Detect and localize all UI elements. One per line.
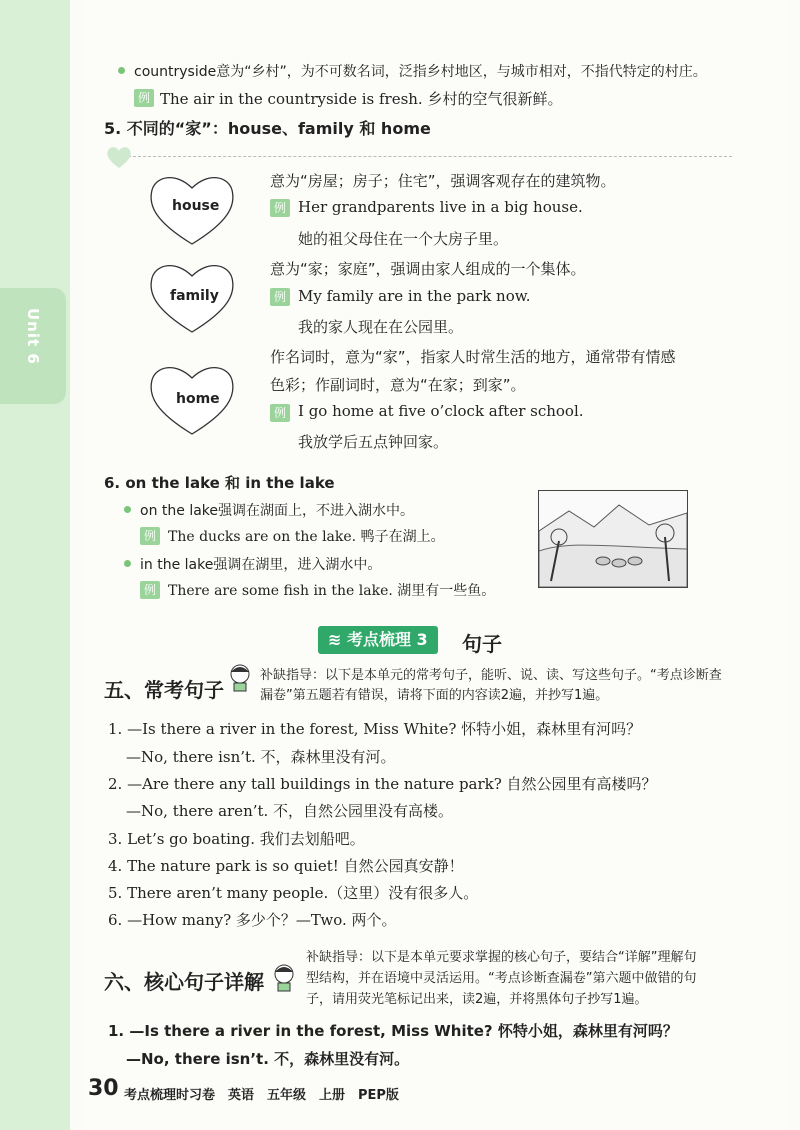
left-margin-strip (0, 0, 70, 1130)
sentence-3: 3. Let’s go boating. 我们去划船吧。 (108, 830, 365, 848)
page-number: 30 (88, 1076, 119, 1101)
family-example-zh: 我的家人现在在公园里。 (298, 318, 464, 336)
bullet-dot (124, 560, 131, 567)
part6-note-1: 补缺指导：以下是本单元要求掌握的核心句子，要结合“详解”理解句 (306, 950, 697, 965)
family-definition: 意为“家；家庭”，强调由家人组成的一个集体。 (270, 260, 586, 278)
sentence-4: 4. The nature park is so quiet! 自然公园真安静！ (108, 857, 464, 875)
student-cartoon-icon (270, 962, 298, 992)
example-tag: 例 (140, 581, 160, 599)
in-lake-note: in the lake强调在湖里，进入湖水中。 (140, 557, 382, 573)
part6-note-3: 子，请用荧光笔标记出来，读2遍，并将黑体句子抄写1遍。 (306, 992, 648, 1007)
bullet-dot (124, 506, 131, 513)
on-lake-note: on the lake强调在湖面上，不进入湖水中。 (140, 503, 415, 519)
house-example-zh: 她的祖父母住在一个大房子里。 (298, 230, 509, 248)
sentence-2-q: 2. —Are there any tall buildings in the nature park? 自然公园里有高楼吗？ (108, 775, 657, 793)
countryside-note: countryside意为“乡村”，为不可数名词，泛指乡村地区，与城市相对，不指代特定的村庄。 (134, 64, 707, 80)
lake-scene-image (539, 491, 687, 587)
core-sentence-q: 1. —Is there a river in the forest, Miss White? 怀特小姐，森林里有河吗？ (108, 1022, 678, 1040)
on-lake-example: The ducks are on the lake. 鸭子在湖上。 (168, 529, 445, 545)
part6-title: 六、核心句子详解 (104, 970, 264, 994)
countryside-example: The air in the countryside is fresh. 乡村的空气很新鲜。 (160, 90, 563, 108)
core-sentence-a: —No, there isn’t. 不，森林里没有河。 (126, 1050, 410, 1068)
part6-note-2: 型结构，并在语境中灵活运用。“考点诊断查漏卷”第六题中做错的句 (306, 971, 697, 986)
unit-tab-label: Unit 6 (24, 308, 42, 365)
part5-note-2: 漏卷”第五题若有错误，请将下面的内容读2遍，并抄写1遍。 (260, 688, 609, 703)
house-definition: 意为“房屋；房子；住宅”，强调客观存在的建筑物。 (270, 172, 616, 190)
section3-title: 句子 (462, 632, 502, 656)
part5-note-1: 补缺指导：以下是本单元的常考句子，能听、说、读、写这些句子。“考点诊断查 (260, 668, 722, 683)
example-tag: 例 (270, 404, 290, 422)
bullet-dot (118, 67, 125, 74)
home-example-en: I go home at five o’clock after school. (298, 402, 584, 420)
home-definition-2: 色彩；作副词时，意为“在家；到家”。 (270, 376, 526, 394)
home-definition-1: 作名词时，意为“家”，指家人时常生活的地方，通常带有情感 (270, 348, 676, 366)
example-tag: 例 (270, 199, 290, 217)
word-home: home (176, 391, 220, 407)
example-tag: 例 (270, 288, 290, 306)
section5-title: 5. 不同的“家”：house、family 和 home (104, 119, 431, 138)
small-heart-icon (104, 142, 134, 172)
example-tag: 例 (134, 89, 154, 107)
part5-title: 五、常考句子 (104, 678, 224, 702)
sentence-1-q: 1. —Is there a river in the forest, Miss White? 怀特小姐，森林里有河吗？ (108, 720, 642, 738)
family-example-en: My family are in the park now. (298, 287, 531, 305)
home-example-zh: 我放学后五点钟回家。 (298, 433, 449, 451)
student-cartoon-icon (226, 662, 254, 692)
sentence-2-a: —No, there aren’t. 不，自然公园里没有高楼。 (126, 802, 454, 820)
unit-side-tab[interactable] (0, 288, 66, 404)
example-tag: 例 (140, 527, 160, 545)
house-example-en: Her grandparents live in a big house. (298, 198, 583, 216)
word-house: house (172, 198, 220, 214)
word-family: family (170, 288, 219, 304)
lake-illustration (538, 490, 688, 588)
divider-line (108, 156, 732, 157)
sentence-5: 5. There aren’t many people.（这里）没有很多人。 (108, 884, 479, 902)
section6-title: 6. on the lake 和 in the lake (104, 474, 335, 492)
footer-text: 考点梳理时习卷 英语 五年级 上册 PEP版 (124, 1088, 399, 1103)
sentence-6: 6. —How many? 多少个？—Two. 两个。 (108, 911, 397, 929)
section3-badge: ≋ 考点梳理 3 (318, 626, 438, 654)
sentence-1-a: —No, there isn’t. 不，森林里没有河。 (126, 748, 396, 766)
in-lake-example: There are some fish in the lake. 湖里有一些鱼。 (168, 583, 496, 599)
